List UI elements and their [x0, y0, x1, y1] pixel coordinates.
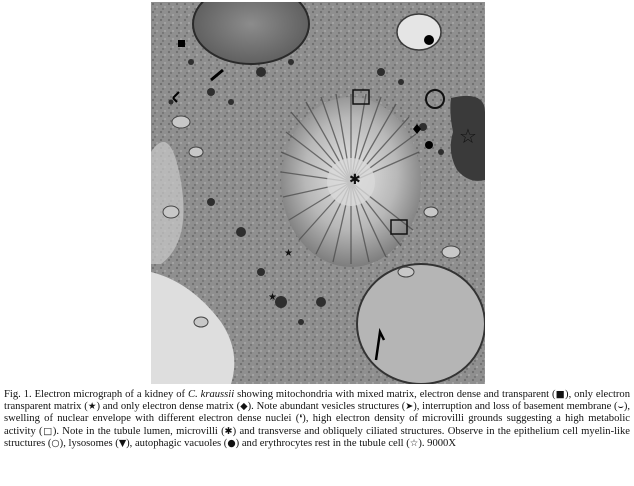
caption-part-8: ) and transverse and obliquely ciliated structures. Observe in the epithelium cell myelin-like structures ( — [4, 425, 631, 449]
lumen-asterisk-mark: ✱ — [349, 172, 361, 188]
caption-part-6: ), high electron density of microvilli grounds suggesting a high metabolic activity ( — [4, 413, 630, 437]
caption-part-11: ) and erythrocytes rest in the tubule cell ( — [235, 437, 410, 449]
species-name: C. kraussii — [188, 389, 235, 400]
autophagic-vacuole-marker — [424, 35, 434, 45]
nucleus-bottom-right — [357, 264, 485, 384]
mixed-matrix-marker — [178, 40, 185, 47]
symbol-nuclear-envelope: ❛ — [299, 413, 303, 425]
caption-part-0: showing mitochondria with mixed matrix, electron dense and transparent ( — [234, 389, 556, 400]
caption-part-5: ), swelling of nuclear envelope with different electron dense nuclei ( — [4, 401, 631, 425]
symbol-basement-membrane: ⌣ — [617, 401, 624, 413]
symbol-mixed-matrix: ■ — [555, 389, 566, 400]
small-star-mark: ★ — [284, 248, 293, 259]
symbol-myelin: ○ — [51, 437, 60, 449]
symbol-microvilli: ✱ — [224, 425, 233, 437]
caption-part-7: ). Note in the tubule lumen, microvilli ( — [52, 425, 225, 437]
caption-part-4: ), interruption and loss of basement membrane ( — [413, 401, 618, 413]
caption-part-2: ) and only electron dense matrix ( — [96, 401, 241, 413]
small-star-mark-2: ★ — [268, 292, 277, 303]
micrograph-image — [151, 2, 485, 384]
caption-part-1: ), only electron transparent matrix ( — [4, 389, 631, 413]
figure-caption — [4, 389, 630, 450]
caption-start: Electron micrograph of a kidney of — [34, 389, 186, 400]
symbol-metabolic-activity: □ — [42, 425, 53, 437]
electron-micrograph — [151, 2, 485, 384]
symbol-erythrocytes: ☆ — [409, 437, 419, 449]
symbol-lysosomes: ▼ — [118, 437, 127, 449]
symbol-autophagic-vacuoles: ● — [227, 437, 236, 449]
caption-part-10: ), autophagic vacuoles ( — [126, 437, 228, 449]
symbol-transparent-matrix: ★ — [87, 401, 97, 413]
vacuole-top-right — [397, 14, 441, 50]
figure-label: Fig. 1. — [4, 389, 32, 400]
symbol-dense-matrix: ◆ — [240, 401, 248, 413]
symbol-vesicles: ➤ — [405, 401, 414, 413]
caption-part-3: ). Note abundant vesicles structures ( — [247, 401, 406, 413]
caption-part-12: ). 9000X — [418, 437, 456, 449]
erythrocyte-star-mark: ☆ — [459, 124, 477, 148]
caption-part-9: ), lysosomes ( — [59, 437, 119, 449]
autophagic-vacuole-marker-2 — [425, 141, 433, 149]
